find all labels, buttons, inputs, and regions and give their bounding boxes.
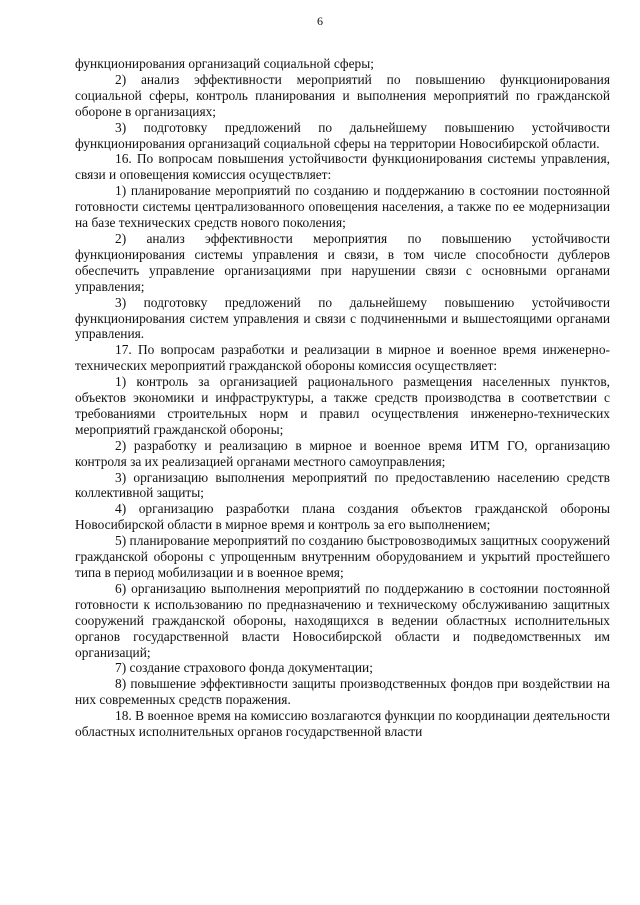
paragraph-item-16-1: 1) планирование мероприятий по созданию и поддержанию в состоянии постоянной готовности системы централизованного оповещения населения, а также по ее модернизации на базе технических средств нового поколения; xyxy=(75,183,610,231)
paragraph-item-17-6: 6) организацию выполнения мероприятий по поддержанию в состоянии постоянной готовности к использованию по предназначению и техническому обслуживанию защитных сооружений гражданской обороны, находящихся в ведении областных исполнительных органов государственной власти Новосибирской области и подведомственных им организаций; xyxy=(75,580,610,660)
paragraph-item-17-8: 8) повышение эффективности защиты производственных фондов при воздействии на них современных средств поражения. xyxy=(75,676,610,708)
paragraph-item-17-4: 4) организацию разработки плана создания объектов гражданской обороны Новосибирской области в мирное время и контроль за его выполнением; xyxy=(75,501,610,533)
paragraph-section-16: 16. По вопросам повышения устойчивости функционирования системы управления, связи и оповещения комиссия осуществляет: xyxy=(75,151,610,183)
paragraph-item-17-1: 1) контроль за организацией рационального размещения населенных пунктов, объектов экономики и инфраструктуры, а также средств производства в соответствии с требованиями строительных норм и правил осуществления инженерно-технических мероприятий гражданской обороны; xyxy=(75,374,610,437)
paragraph-section-17: 17. По вопросам разработки и реализации в мирное и военное время инженерно-технических мероприятий гражданской обороны комиссия осуществляет: xyxy=(75,342,610,374)
paragraph-item-15-2: 2) анализ эффективности мероприятий по повышению функционирования социальной сферы, контроль планирования и выполнения мероприятий по гражданской обороне в организациях; xyxy=(75,71,610,119)
paragraph-item-15-3: 3) подготовку предложений по дальнейшему повышению устойчивости функционирования организаций социальной сферы на территории Новосибирской области. xyxy=(75,119,610,151)
paragraph-continuation: функционирования организаций социальной сферы; xyxy=(75,56,374,71)
paragraph-item-16-3: 3) подготовку предложений по дальнейшему повышению устойчивости функционирования систем управления и связи с подчиненными и вышестоящими органами управления. xyxy=(75,294,610,342)
paragraph-item-16-2: 2) анализ эффективности мероприятия по повышению устойчивости функционирования системы управления и связи, в том числе способности дублеров обеспечить управление организациями при нарушении связи с основными органами управления; xyxy=(75,230,610,294)
paragraph-item-17-5: 5) планирование мероприятий по созданию быстровозводимых защитных сооружений гражданской обороны с упрощенным внутренним оборудованием и укрытий простейшего типа в период мобилизации и в военное время; xyxy=(75,533,610,580)
paragraph-item-17-7: 7) создание страхового фонда документации; xyxy=(115,660,373,676)
document-body xyxy=(75,56,610,740)
page-number: 6 xyxy=(317,14,323,28)
paragraph-item-17-2: 2) разработку и реализацию в мирное и военное время ИТМ ГО, организацию контроля за их реализацией органами местного самоуправления; xyxy=(75,437,610,469)
paragraph-section-18: 18. В военное время на комиссию возлагаются функции по координации деятельности областных исполнительных органов государственной власти xyxy=(75,708,610,740)
paragraph-item-17-3: 3) организацию выполнения мероприятий по предоставлению населению средств коллективной защиты; xyxy=(75,469,610,501)
